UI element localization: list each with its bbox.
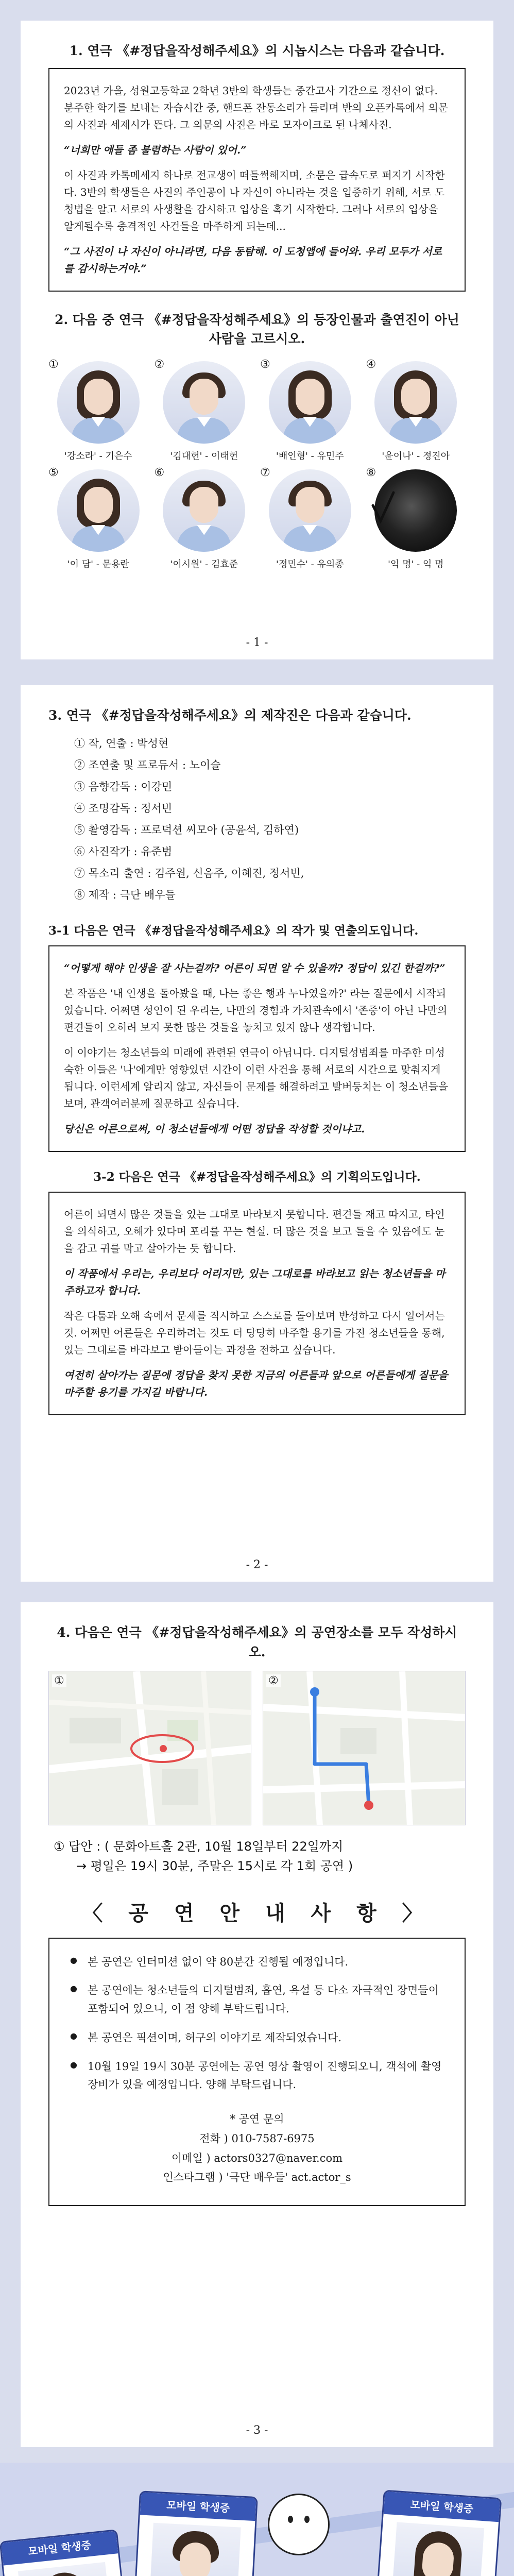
contact-phone: 전화 ) 010-7587-6975 <box>199 2132 315 2145</box>
cast-name: '배인형' - 유민주 <box>276 450 344 462</box>
id-card <box>0 2529 140 2576</box>
venue-maps <box>48 1671 466 1825</box>
question-1-title: 1. 연극 《#정답을작성해주세요》의 시놉시스는 다음과 같습니다. <box>69 43 445 58</box>
notice-item: ● 10월 19일 19시 30분 공연에는 공연 영상 촬영이 진행되오니, 객석에 촬영장비가 있을 예정입니다. 양해 부탁드립니다. <box>70 2058 444 2094</box>
option-number: ④ <box>366 358 376 371</box>
venue-map[interactable] <box>263 1671 466 1825</box>
staff-item: ⑦ 목소리 출연 : 김주원, 신음주, 이혜진, 정서빈, <box>74 867 304 879</box>
option-number: ⑧ <box>366 466 376 479</box>
synopsis-paragraph: 이 사진과 카톡메세지 하나로 전교생이 떠들썩해지며, 소문은 급속도로 퍼지기 시작한다. 3반의 학생들은 사진의 주인공이 나 자신이 아니라는 것을 입증하기 위해, 서로 도청법을 알고 서로의 사생활을 감시하고 입상을 혹기 시작한다. 그러나 서로의 입상을 알게될수록 충격적인 사건들을 마주하게 되는데... <box>64 168 445 232</box>
question-4-title: 4. 다음은 연극 《#정답을작성해주세요》의 공연장소를 모두 작성하시오. <box>57 1625 457 1659</box>
answer-line: ① 답안 : ( 문화아트홀 2관, 10월 18일부터 22일까지 <box>54 1839 344 1854</box>
intent-conclusion: 당신은 어른으로써, 이 청소년들에게 어떤 정답을 작성할 것이냐고. <box>64 1122 365 1135</box>
synopsis-quote: “그 사진이 나 자신이 아니라면, 다음 동탐해. 이 도청앱에 들어와. 우리 모두가 서로를 감시하는거야.” <box>64 245 442 275</box>
contact-title: * 공연 문의 <box>230 2112 284 2125</box>
exam-sheet-3 <box>21 1602 493 2447</box>
card-photo <box>147 2523 241 2576</box>
cast-grid <box>48 358 466 570</box>
notice-item: ● 본 공연에는 청소년들의 디지털범죄, 흡연, 욕설 등 다소 자극적인 장면들이 포함되어 있으니, 이 점 양해 부탁드립니다. <box>70 1981 444 2018</box>
cast-portrait <box>163 361 245 444</box>
cast-name: '익 명' - 익 명 <box>388 558 444 570</box>
handwritten-answer <box>54 1837 466 1876</box>
map-label: ① <box>52 1674 66 1687</box>
cast-portrait <box>163 469 245 552</box>
promo-poster <box>0 2463 514 2576</box>
cast-portrait <box>57 469 140 552</box>
smiley-doodle-icon <box>268 2494 330 2555</box>
exam-sheet-1 <box>21 21 493 659</box>
cast-member[interactable] <box>366 358 466 462</box>
cast-name: '강소라' - 기은수 <box>64 450 132 462</box>
card-header: 모바일 학생증 <box>384 2492 501 2522</box>
option-number: ⑤ <box>48 466 59 479</box>
staff-item: ③ 음향감독 : 이강민 <box>74 780 173 793</box>
cast-member[interactable] <box>48 466 148 570</box>
staff-item: ① 작, 연출 : 박성현 <box>74 737 169 750</box>
notice-item: ● 본 공연은 인터미션 없이 약 80분간 진행될 예정입니다. <box>70 1953 444 1972</box>
cast-name: '김대헌' - 이태헌 <box>170 450 238 462</box>
question-3-1-title: 3-1 다음은 연극 《#정답을작성해주세요》의 작가 및 연출의도입니다. <box>48 923 419 938</box>
card-photo <box>18 2562 117 2576</box>
card-header: 모바일 학생증 <box>140 2492 256 2521</box>
planning-paragraph: 작은 다툼과 오해 속에서 문제를 직시하고 스스로를 돌아보며 반성하고 다시 일어서는 것. 어쩌면 어른들은 우리하려는 것도 더 당당히 마주할 용기를 가진 청소년들을 통해, 있는 그대로를 바라보고 받아들이는 과정을 전하고 싶습니다. <box>64 1309 445 1356</box>
cast-name: '윤이나' - 정진아 <box>382 450 450 462</box>
notice-title: 〈 공 연 안 내 사 항 〉 <box>82 1901 432 1925</box>
intent-quote: “어떻게 해야 인생을 잘 사는걸까? 어른이 되면 알 수 있을까? 정답이 있긴 한걸까?” <box>64 961 446 974</box>
id-card <box>128 2490 258 2576</box>
venue-map[interactable] <box>48 1671 251 1825</box>
exam-sheet-2 <box>21 685 493 1582</box>
cast-member[interactable] <box>366 466 466 570</box>
cast-member[interactable] <box>260 466 360 570</box>
option-number: ③ <box>260 358 270 371</box>
cast-portrait <box>374 361 457 444</box>
planning-emphasis: 이 작품에서 우리는, 우리보다 어리지만, 있는 그대로를 바라보고 읽는 청소년들을 마주하고자 합니다. <box>64 1267 446 1297</box>
synopsis-quote: “너희만 애들 좀 불렴하는 사람이 있어.” <box>64 143 247 156</box>
option-number: ⑦ <box>260 466 270 479</box>
cast-name: '이 담' - 문용란 <box>67 558 129 570</box>
planning-box <box>48 1192 466 1415</box>
cast-member[interactable] <box>48 358 148 462</box>
planning-conclusion: 여전히 살아가는 질문에 정답을 찾지 못한 지금의 어른들과 앞으로 어른들에게 질문을 마주할 용기를 가지길 바랍니다. <box>64 1368 448 1398</box>
cast-name: '이시원' - 김효준 <box>170 558 238 570</box>
cast-portrait <box>269 469 351 552</box>
synopsis-paragraph: 2023년 가을, 성원고등학교 2학년 3반의 학생들는 중간고사 기간으로 정신이 없다. 분주한 학기를 보내는 자습시간 중, 핸드폰 잔동소리가 들리며 반의 오픈카톡에서 의문의 사진과 세제시가 뜬다. 그 의문의 사진은 바로 모자이크로 된 나체사진. <box>64 84 449 131</box>
contact-block <box>70 2110 444 2188</box>
question-3-2-title: 3-2 다음은 연극 《#정답을작성해주세요》의 기획의도입니다. <box>93 1170 421 1184</box>
staff-item: ⑧ 제작 : 극단 배우들 <box>74 888 176 901</box>
notice-list <box>70 1953 444 2094</box>
map-image-icon <box>49 1671 251 1825</box>
staff-list <box>48 733 466 906</box>
card-header: 모바일 학생증 <box>1 2531 118 2565</box>
staff-item: ⑥ 사진작가 : 유준범 <box>74 845 173 858</box>
page-number: - 3 - <box>246 2424 268 2437</box>
notice-box <box>48 1938 466 2206</box>
contact-instagram[interactable]: 인스타그램 ) '극단 배우들' act.actor_s <box>163 2171 351 2184</box>
staff-item: ⑤ 촬영감독 : 프로덕션 씨모아 (공윤석, 김하연) <box>74 823 299 836</box>
check-mark-icon <box>370 490 396 526</box>
route-map-icon <box>263 1671 466 1825</box>
question-3-title: 3. 연극 《#정답을작성해주세요》의 제작진은 다음과 같습니다. <box>48 708 412 723</box>
notice-item: ● 본 공연은 픽션이며, 허구의 이야기로 제작되었습니다. <box>70 2029 444 2047</box>
page-number: - 2 - <box>246 1558 268 1571</box>
cast-name: '정민수' - 유의종 <box>276 558 344 570</box>
answer-line: → 평일은 19시 30분, 주말은 15시로 각 1회 공연 ) <box>76 1859 353 1874</box>
id-card <box>369 2489 502 2576</box>
intent-paragraph: 이 이야기는 청소년들의 미래에 관련된 연극이 아닙니다. 디지털성범죄를 마주한 미성숙한 이들은 '나'에게만 영향있던 시간이 이런 사건을 통해 서로의 시간으로 맞춰지게 됩니다. 이런세계 알리지 않고, 자신들이 문제를 해결하려고 발버둥치는 이 청소년들을 보며, 관객여러분께 질문하고 싶습니다. <box>64 1046 449 1110</box>
intent-box <box>48 945 466 1152</box>
staff-item: ② 조연출 및 프로듀서 : 노이슬 <box>74 758 221 771</box>
option-number: ① <box>48 358 59 371</box>
option-number: ② <box>154 358 165 371</box>
page-number: - 1 - <box>246 636 268 649</box>
card-photo <box>389 2522 484 2576</box>
synopsis-box <box>48 68 466 292</box>
planning-paragraph: 어른이 되면서 많은 것들을 있는 그대로 바라보지 못합니다. 편견들 재고 따지고, 타인을 의식하고, 오해가 있다며 포리를 꾸는 현실. 더 많은 것을 보고 들을 수 있음에도 눈을 감고 귀를 막고 살아가는 듯 합니다. <box>64 1208 445 1255</box>
cast-portrait <box>269 361 351 444</box>
contact-email[interactable]: 이메일 ) actors0327@naver.com <box>171 2151 343 2164</box>
staff-item: ④ 조명감독 : 정서빈 <box>74 802 173 815</box>
map-label: ② <box>266 1674 281 1687</box>
cast-member[interactable] <box>154 466 254 570</box>
option-number: ⑥ <box>154 466 165 479</box>
cast-member[interactable] <box>154 358 254 462</box>
cast-member[interactable] <box>260 358 360 462</box>
cast-portrait <box>57 361 140 444</box>
intent-paragraph: 본 작품은 '내 인생을 돌아봤을 때, 나는 좋은 행과 누나였을까?' 라는 질문에서 시작되었습니다. 어쩌면 성인이 된 우리는, 나만의 경험과 가치관속에서 '존중'이 아닌 나만의 편견들이 오히려 보지 못한 많은 것들을 놓치고 있지 않나 생각합니다. <box>64 987 448 1033</box>
question-2-title: 2. 다음 중 연극 《#정답을작성해주세요》의 등장인물과 출연진이 아닌 사람을 고르시오. <box>55 312 459 346</box>
